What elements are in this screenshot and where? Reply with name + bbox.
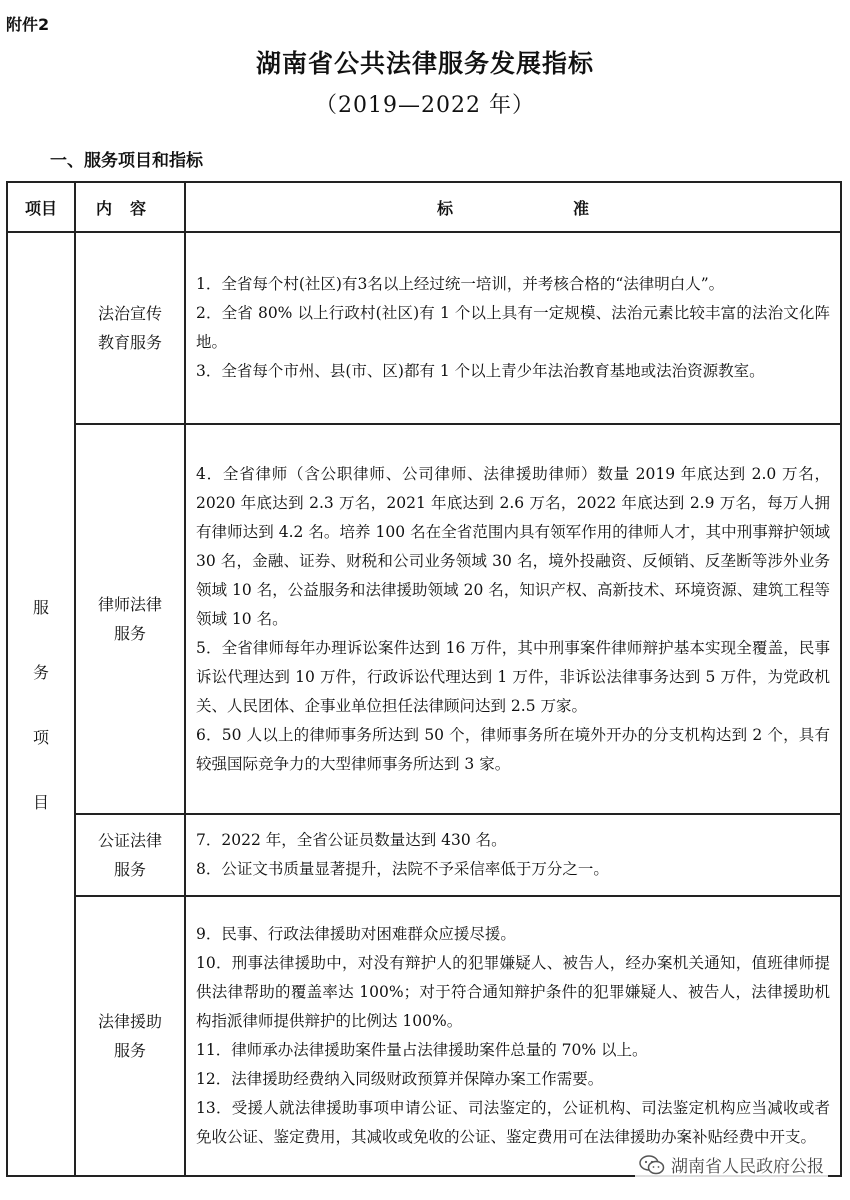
standard-cell — [185, 424, 841, 814]
standard-cell — [185, 896, 841, 1176]
content-line: 教育服务 — [97, 333, 162, 352]
content-line: 服务 — [113, 860, 146, 879]
standard-item: 7．2022 年，全省公证员数量达到 430 名。 — [196, 831, 507, 849]
watermark-text: 湖南省人民政府公报 — [671, 1157, 824, 1177]
category-char: 务 — [32, 663, 49, 682]
content-cell — [75, 424, 185, 814]
category-cell — [7, 232, 75, 1176]
standard-item: 5．全省律师每年办理诉讼案件达到 16 万件，其中刑事案件律师辩护基本实现全覆盖，民事诉讼代理达到 10 万件，行政诉讼代理达到 1 万件，非诉讼法律事务达到 5 万件，为党政机关、人民团体、企事业单位担任法律顾问达到 2.5 万家。 — [196, 638, 830, 715]
standard-item: 6．50 人以上的律师事务所达到 50 个，律师事务所在境外开办的分支机构达到 2 个，具有较强国际竞争力的大型律师事务所达到 3 家。 — [196, 725, 830, 773]
table-row — [7, 424, 841, 814]
category-char: 目 — [32, 793, 49, 812]
content-line: 服务 — [113, 1041, 146, 1060]
table-row — [7, 896, 841, 1176]
standard-item: 8．公证文书质量显著提升，法院不予采信率低于万分之一。 — [196, 860, 609, 878]
standard-cell — [185, 232, 841, 424]
content-cell — [75, 232, 185, 424]
content-line: 公证法律 — [97, 831, 162, 850]
content-cell — [75, 814, 185, 896]
standard-item: 4．全省律师（含公职律师、公司律师、法律援助律师）数量 2019 年底达到 2.0 万名，2020 年底达到 2.3 万名，2021 年底达到 2.6 万名，2022 年底达到 2.9 万名，每万人拥有律师达到 4.2 名。培养 100 名在全省范围内具有领军作用的律师人才，其中刑事辩护领域 30 名，金融、证券、财税和公司业务领域 30 名，境外投融资、反倾销、反垄断等涉外业务领域 10 名，公益服务和法律援助领域 20 名，知识产权、高新技术、环境资源、建筑工程等领域 10 名。 — [196, 464, 830, 628]
content-line: 法治宣传 — [97, 304, 162, 323]
content-cell — [75, 896, 185, 1176]
category-char: 项 — [32, 728, 49, 747]
wechat-icon — [639, 1155, 665, 1175]
page-title: 湖南省公共法律服务发展指标 — [255, 49, 594, 78]
standard-item: 11．律师承办法律援助案件量占法律援助案件总量的 70% 以上。 — [196, 1041, 648, 1059]
table-header-row — [7, 182, 841, 232]
header-standard: 标准 — [185, 182, 841, 232]
standard-item: 10．刑事法律援助中，对没有辩护人的犯罪嫌疑人、被告人，经办案机关通知，值班律师提供法律帮助的覆盖率达 100%；对于符合通知辩护条件的犯罪嫌疑人、被告人，法律援助机构指派律师提供辩护的比例达 100%。 — [196, 954, 830, 1030]
standard-item: 12．法律援助经费纳入同级财政预算并保障办案工作需要。 — [196, 1070, 604, 1088]
table-row — [7, 232, 841, 424]
standard-item: 1．全省每个村(社区)有3名以上经过统一培训，并考核合格的“法律明白人”。 — [196, 275, 725, 293]
indicator-table — [6, 181, 842, 1177]
standard-item: 3．全省每个市州、县(市、区)都有 1 个以上青少年法治教育基地或法治资源教室。 — [196, 362, 765, 380]
category-char: 服 — [32, 598, 49, 617]
content-line: 法律援助 — [97, 1012, 162, 1031]
header-content: 内容 — [75, 182, 185, 232]
table-row — [7, 814, 841, 896]
standard-item: 13．受援人就法律援助事项申请公证、司法鉴定的，公证机构、司法鉴定机构应当减收或者免收公证、鉴定费用，其减收或免收的公证、鉴定费用可在法律援助办案补贴经费中开支。 — [196, 1099, 830, 1146]
standard-item: 2．全省 80% 以上行政村(社区)有 1 个以上具有一定规模、法治元素比较丰富的法治文化阵地。 — [196, 304, 830, 351]
attachment-label: 附件2 — [6, 15, 50, 34]
header-project: 项目 — [7, 182, 75, 232]
watermark — [635, 1150, 828, 1179]
section-heading: 一、服务项目和指标 — [50, 151, 203, 171]
page-subtitle: （2019—2022 年） — [315, 93, 535, 118]
content-line: 服务 — [113, 624, 146, 643]
standard-item: 9．民事、行政法律援助对困难群众应援尽援。 — [196, 925, 516, 943]
content-line: 律师法律 — [97, 595, 162, 614]
standard-cell — [185, 814, 841, 896]
